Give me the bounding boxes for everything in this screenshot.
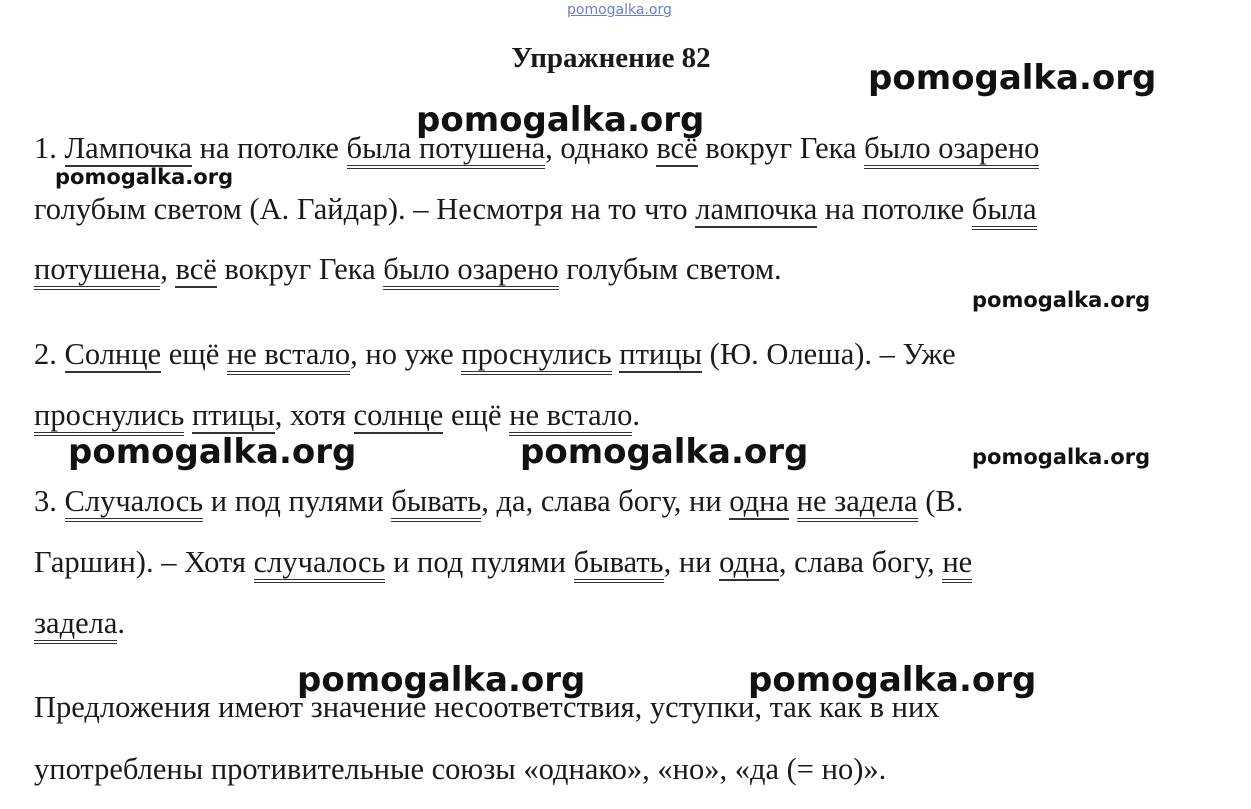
text-line xyxy=(34,486,963,517)
text-fragment: вокруг Гека xyxy=(216,252,384,286)
text-line xyxy=(34,339,956,370)
text-fragment: Гаршин). – Хотя xyxy=(34,545,254,579)
subject: Солнце xyxy=(64,337,162,371)
subject: всё xyxy=(175,252,217,286)
predicate: бывать xyxy=(574,545,664,583)
item-number: 3. xyxy=(34,484,65,518)
predicate: проснулись xyxy=(34,398,184,436)
subject: Лампочка xyxy=(64,131,193,165)
watermark: pomogalka.org xyxy=(748,660,1037,700)
subject: одна xyxy=(729,484,790,518)
item-number: 1. xyxy=(34,131,65,165)
text-fragment: и под пулями xyxy=(385,545,574,579)
conclusion-line xyxy=(34,692,940,723)
predicate: не встало xyxy=(227,337,350,375)
subject: солнце xyxy=(353,398,444,432)
text-fragment: и под пулями xyxy=(203,484,392,518)
text-fragment: . xyxy=(632,398,641,432)
text-fragment: , xyxy=(160,252,176,286)
subject: птицы xyxy=(191,398,275,432)
watermark: pomogalka.org xyxy=(55,165,234,189)
site-link[interactable]: pomogalka.org xyxy=(567,2,672,18)
subject: птицы xyxy=(619,337,703,371)
predicate: не задела xyxy=(797,484,918,522)
text-fragment: , ни xyxy=(663,545,720,579)
subject: лампочка xyxy=(695,192,818,226)
text-fragment: , хотя xyxy=(274,398,354,432)
watermark: pomogalka.org xyxy=(972,445,1151,469)
text-fragment xyxy=(184,398,192,432)
text-fragment: на потолке xyxy=(817,192,972,226)
conclusion-line xyxy=(34,754,886,785)
text-fragment: ещё xyxy=(443,398,510,432)
text-line xyxy=(34,194,1037,225)
predicate: было озарено xyxy=(383,252,558,290)
text-fragment: , однако xyxy=(545,131,657,165)
predicate: бывать xyxy=(391,484,481,522)
exercise-title: Упражнение 82 xyxy=(511,42,711,74)
watermark: pomogalka.org xyxy=(68,432,357,472)
text-fragment: употреблены противительные союзы «однако», «но», «да (= но)». xyxy=(34,752,887,786)
predicate: не встало xyxy=(509,398,632,436)
text-fragment: ещё xyxy=(161,337,227,371)
text-line xyxy=(34,608,125,639)
item-number: 2. xyxy=(34,337,65,371)
subject: одна xyxy=(719,545,779,579)
predicate: задела xyxy=(34,606,117,644)
predicate: не xyxy=(942,545,972,583)
watermark: pomogalka.org xyxy=(868,58,1157,98)
text-fragment: голубым светом. xyxy=(558,252,782,286)
watermark: pomogalka.org xyxy=(416,100,705,140)
predicate: случалось xyxy=(254,545,386,583)
text-fragment: голубым светом (А. Гайдар). – Несмотря на то что xyxy=(34,192,696,226)
predicate: Случалось xyxy=(65,484,204,522)
text-line xyxy=(34,400,640,431)
text-line xyxy=(34,547,972,578)
predicate: было озарено xyxy=(864,131,1039,169)
text-fragment: (Ю. Олеша). – Уже xyxy=(702,337,956,371)
text-fragment: на потолке xyxy=(192,131,347,165)
watermark: pomogalka.org xyxy=(520,432,809,472)
watermark: pomogalka.org xyxy=(297,660,586,700)
predicate: проснулись xyxy=(461,337,611,375)
predicate: потушена xyxy=(34,252,160,290)
subject: всё xyxy=(656,131,698,165)
text-fragment: Предложения имеют значение несоответствия, уступки, так как в них xyxy=(34,690,940,724)
text-fragment: (В. xyxy=(917,484,964,518)
text-fragment: , да, слава богу, ни xyxy=(481,484,730,518)
watermark: pomogalka.org xyxy=(972,288,1151,312)
text-fragment: вокруг Гека xyxy=(697,131,865,165)
text-fragment: , слава богу, xyxy=(778,545,943,579)
text-line xyxy=(34,133,1039,164)
text-fragment: . xyxy=(117,606,126,640)
text-fragment: , но уже xyxy=(350,337,462,371)
text-line xyxy=(34,254,782,285)
predicate: была потушена xyxy=(347,131,546,169)
predicate: была xyxy=(972,192,1037,230)
text-fragment xyxy=(789,484,797,518)
